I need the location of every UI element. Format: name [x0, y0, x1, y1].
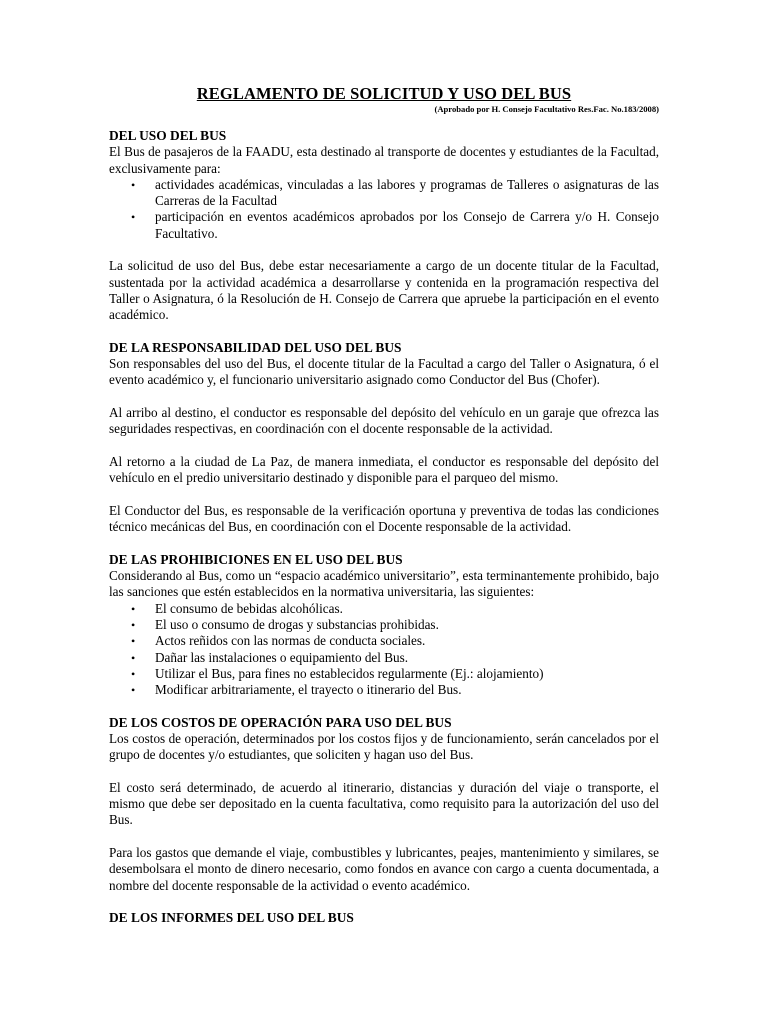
paragraph: Son responsables del uso del Bus, el docente titular de la Facultad a cargo del Taller o Asignatura, ó el evento académico y, el funcionario universitario asignado como Conductor del Bus (Chofer). [109, 356, 659, 388]
list-item: • actividades académicas, vinculadas a las labores y programas de Talleres o asignaturas de las Carreras de la Facultad [131, 176, 659, 209]
bullet-icon: • [131, 650, 136, 665]
bullet-list-prohibiciones [109, 601, 659, 699]
list-item: • El uso o consumo de drogas y substancias prohibidas. [131, 616, 439, 632]
list-item: • participación en eventos académicos aprobados por los Consejo de Carrera y/o H. Consejo Facultativo. [131, 209, 659, 241]
bullet-list-uso [109, 177, 659, 242]
section-heading-responsabilidad: DE LA RESPONSABILIDAD DEL USO DEL BUS [109, 339, 402, 355]
approval-note: (Aprobado por H. Consejo Facultativo Res.Fac. No.183/2008) [434, 104, 659, 114]
bullet-icon: • [131, 683, 136, 698]
bullet-icon: • [131, 177, 136, 192]
list-item: • El consumo de bebidas alcohólicas. [131, 600, 343, 616]
document-content [109, 84, 659, 927]
bullet-icon: • [131, 666, 136, 681]
bullet-icon: • [131, 617, 136, 632]
paragraph: Al retorno a la ciudad de La Paz, de manera inmediata, el conductor es responsable del depósito del vehículo en el predio universitario destinado y disponible para el parqueo del mismo. [109, 453, 659, 486]
section-heading-uso: DEL USO DEL BUS [109, 128, 227, 143]
section-heading-prohibiciones: DE LAS PROHIBICIONES EN EL USO DEL BUS [109, 551, 403, 567]
bullet-icon: • [131, 634, 136, 649]
list-item: • Dañar las instalaciones o equipamiento del Bus. [131, 649, 409, 665]
paragraph: Para los gastos que demande el viaje, combustibles y lubricantes, peajes, mantenimiento y similares, se desembolsara el monto de dinero necesario, como fondos en avance con cargo a cuenta documentada, a nombre del docente responsable de la actividad o evento académico. [109, 845, 659, 893]
paragraph: La solicitud de uso del Bus, debe estar necesariamente a cargo de un docente titular de la Facultad, sustentada por la actividad académica a desarrollarse y contenida en la programación respectiva del Taller o Asignatura, ó la Resolución de H. Consejo de Carrera que apruebe la participación en el evento académico. [109, 258, 659, 323]
paragraph: Considerando al Bus, como un “espacio académico universitario”, esta terminantemente prohibido, bajo las sanciones que estén establecidos en la normativa universitaria, las siguientes: [109, 568, 659, 600]
list-item: • Modificar arbitrariamente, el trayecto o itinerario del Bus. [131, 682, 462, 698]
section-heading-informes: DE LOS INFORMES DEL USO DEL BUS [109, 910, 354, 926]
paragraph: El costo será determinado, de acuerdo al itinerario, distancias y duración del viaje o transporte, el mismo que debe ser depositado en la cuenta facultativa, como requisito para la autorización del uso del Bus. [109, 779, 659, 828]
document-title: REGLAMENTO DE SOLICITUD Y USO DEL BUS [196, 84, 572, 103]
bullet-icon: • [131, 601, 136, 616]
paragraph: El Bus de pasajeros de la FAADU, esta destinado al transporte de docentes y estudiantes de la Facultad, exclusivamente para: [109, 144, 659, 176]
list-item: • Actos reñidos con las normas de conducta sociales. [131, 633, 426, 649]
paragraph: El Conductor del Bus, es responsable de la verificación oportuna y preventiva de todas las condiciones técnico mecánicas del Bus, en coordinación con el Docente responsable de la actividad. [109, 502, 659, 535]
section-heading-costos: DE LOS COSTOS DE OPERACIÓN PARA USO DEL BUS [109, 714, 452, 730]
list-item: • Utilizar el Bus, para fines no establecidos regularmente (Ej.: alojamiento) [131, 665, 544, 681]
paragraph: Al arribo al destino, el conductor es responsable del depósito del vehículo en un garaje que ofrezca las seguridades respectivas, en coordinación con el docente responsable de la actividad. [109, 405, 659, 437]
paragraph: Los costos de operación, determinados por los costos fijos y de funcionamiento, serán cancelados por el grupo de docentes y/o estudiantes, que soliciten y hagan uso del Bus. [109, 730, 659, 763]
bullet-icon: • [131, 210, 136, 225]
